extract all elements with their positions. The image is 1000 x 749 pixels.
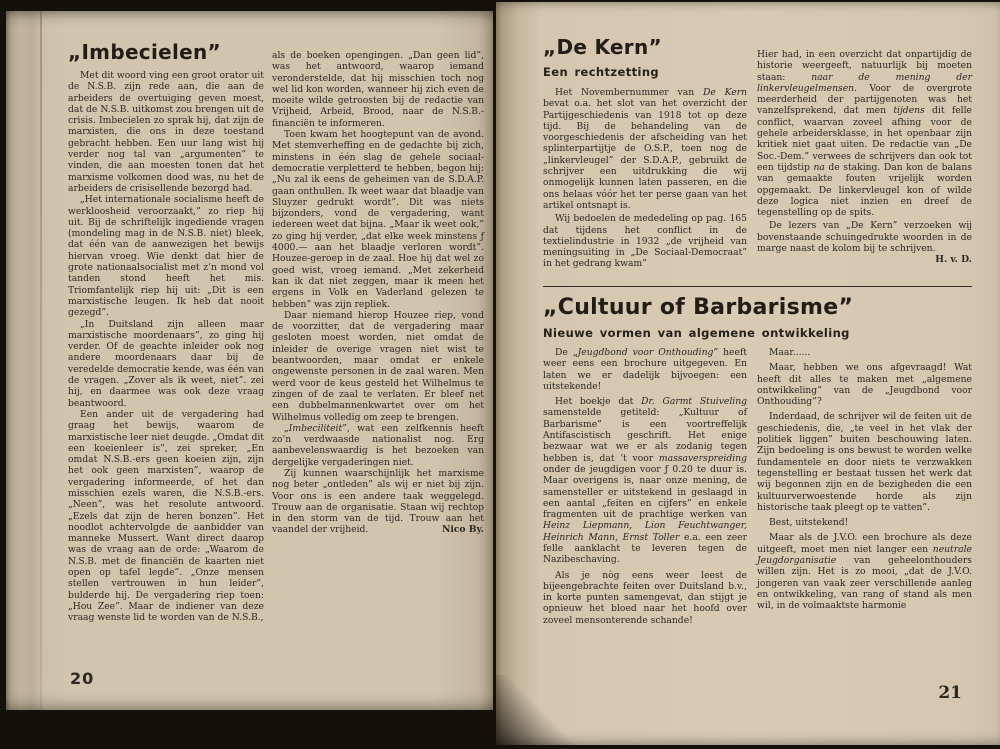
paragraph: Daar niemand hierop Houzee riep, vond de voorzitter, dat de vergadering maar gesloten moest worden, niet omdat de inleider de overige vragen niet wist te beantwoorden, maar omdat er enkele ongewenste personen in de zaal waren. Men werd voor de keus gesteld het Wilhelmus te zingen of de zaal te verlaten. Er bleef net een dubbelmannenkwartet over om het Wilhelmus volledig om zeep te brengen.: [272, 309, 484, 423]
paragraph: als de boeken opengingen. „Dan geen lid”, was het antwoord, waarop iemand veronderstelde, dat hij misschien toch nog wel lid kon worden, wanneer hij zich even de moeite wilde getroosten bij de redactie van Vrijheid, Arbeid, Brood, naar de N.S.B.-financiën te informeren.: [272, 50, 484, 129]
cultuur-article: [543, 296, 972, 630]
right-page: [496, 2, 1000, 745]
de-kern-column-2: [757, 36, 972, 272]
de-kern-subtitle: Een rechtzetting: [543, 65, 660, 79]
cultuur-columns: [543, 347, 972, 630]
page-number-left: 20: [70, 669, 95, 688]
paragraph: Toen kwam het hoogtepunt van de avond. Met stemverheffing en de gedachte bij zich, minstens in één slag de gehele sociaal-democratie verpletterd te hebben, begon hij: „Nu zal ik eens de geheimen van de S.D.A.P. gaan onthullen. Ik weet waar dat blaadje van Sluyzer gedrukt wordt”. Dit was niets bijzonders, vond de vergadering, want iedereen weet dat bijna. „Maar ik weet ook,” zo ging hij verder, „dat elke week minstens ƒ 4000.— aan het blaadje verloren wordt”. Houzee-geroep in de zaal. Hoe hij dat wel zo goed wist, vroeg iemand. „Met zekerheid kan ik dat niet zeggen, maar ik meen het ergens in Volk en Vaderland gelezen te hebben” was zijn repliek.: [272, 129, 484, 310]
paragraph: Hier had, in een overzicht dat onpartijdig de historie weergeeft, natuurlijk bij moeten staan: naar de mening der linkervleugelmensen. Voor de overgrote meerderheid der partijgenoten was het vanzelfsprekend, dat men tijdens dit felle conflict, waarvan zoveel afhing voor de gehele arbeidersklasse, in het openbaar zijn kritiek niet gaat uiten. De redactie van „De Soc.-Dem.” verwees de schrijvers dan ook tot een tijdstip na de staking. Dan kon de balans van gemaakte fouten vrijelijk worden opgemaakt. De linkervleugel kon of wilde deze logica niet inzien en dreef de tegenstelling op de spits.: [757, 49, 973, 219]
paragraph: Maar......: [769, 346, 811, 358]
paragraph: De „Jeugdbond voor Onthouding” heeft weer eens een brochure uitgegeven. En laten we er dadelijk bijvoegen: een uitstekende!: [543, 346, 747, 392]
cultuur-column-1: [543, 347, 747, 630]
cultuur-column-2: [757, 347, 972, 630]
paragraph: Wij bedoelen de mededeling op pag. 165 dat tijdens het conflict in de textielindustrie in 1932 „de vrijheid van meningsuiting in „De Sociaal-Democraat” in het gedrang kwam”: [543, 213, 747, 270]
section-divider: [543, 286, 972, 287]
de-kern-article: [543, 36, 972, 272]
paragraph: Als je nòg eens weer leest de bijeengebrachte feiten over Duitsland b.v., in korte punten samengevat, dan stijgt je opnieuw het bloed naar het hoofd over zoveel mensonterende schande!: [543, 569, 747, 626]
paragraph: De lezers van „De Kern” verzoeken wij bovenstaande schuingedrukte woorden in de marge naast de kolom bij te schrijven. H. v. D.: [757, 220, 972, 266]
paragraph: Het boekje dat Dr. Garmt Stuiveling samenstelde getiteld: „Kultuur of Barbarisme” is een voortreffelijk Antifascistisch geschrift. Het enige bezwaar wat we er als zodanig tegen hebben is, dat ’t voor massaverspreiding onder de jeugdigen voor ƒ 0.20 te duur is. Maar overigens is, naar onze mening, de samensteller er uitstekend in geslaagd in een aantal „feiten en cijfers” en enkele fragmenten uit de prachtige werken van Heinz Liepmann, Lion Feuchtwanger, Heinrich Mann, Ernst Toller e.a. een zeer felle aanklacht te leveren tegen de Nazibeschaving.: [543, 396, 748, 566]
paragraph: „Imbeciliteit”, wat een zelfkennis heeft zo’n verdwaasde nationalist nog. Erg aanbevelenswaardig is het bezoeken van dergelijke vergaderingen niet.: [272, 422, 484, 468]
imbecielen-column-1-text: [68, 70, 264, 624]
imbecielen-column-1: [68, 41, 264, 624]
cultuur-subtitle: Nieuwe vormen van algemene ontwikkeling: [543, 325, 850, 340]
paragraph: Een ander uit de vergadering had graag het bewijs, waarom de marxistische leer niet deugde. „Omdat dit een koeienleer is”, zei spreker, „En omdat N.S.B.-ers geen koeien zijn, zijn het ook geen marxisten”, waarop de vergadering informeerde, of het dan misschien ezels waren, die N.S.B.-ers. „Neen”, was het resolute antwoord. „Ezels dat zijn de heren bonzen”. Het noodlot achtervolgde de aanbidder van manneke Mussert. Want direct daarop was de vraag aan de orde: „Waarom de N.S.B. met de financiën de kaarten niet open op tafel legde”. „Onze mensen stellen vertrouwen in hun leider”, bulderde hij. De vergadering riep toen: „Hou Zee”. Maar de indiener van deze vraag wenste lid te worden van de N.S.B.,: [68, 408, 264, 624]
cultuur-headline: „Cultuur of Barbarisme”: [543, 294, 854, 320]
paragraph: Zij kunnen waarschijnlijk het marxisme nog beter „ontleden” als wij er niet bij zijn. Voor ons is een andere taak weggelegd. Trouw aan de organisatie. Staan wij rechtop in den storm van de tijd. Trouw aan het vaandel der vrijheid. Nico By.: [272, 467, 484, 536]
left-page: [6, 11, 493, 710]
cultuur-column-1-text: [543, 347, 747, 626]
de-kern-headline: „De Kern”: [543, 35, 662, 59]
paragraph: Inderdaad, de schrijver wil de feiten uit de geschiedenis, die, „te veel in het vlak der politiek liggen” buiten beschouwing laten. Zijn bedoeling is ons bewust te worden welke fundamentele en door niets te verzwakken tegenstelling er bestaat tussen het werk dat wij begonnen zijn en de bezigheden die een kultuurverwoestende horde als zijn historische taak pleegt op te vatten”.: [757, 411, 972, 513]
paragraph: Het Novembernummer van De Kern bevat o.a. het slot van het overzicht der Partijgeschiedenis van 1918 tot op deze tijd. Bij de behandeling van de voorgeschiedenis der afscheiding van het splinterpartijtje de O.S.P., toen nog de „linkervleugel” der S.D.A.P., gebruikt de schrijver een uitdrukking die wij onmogelijk kunnen laten passeren, en die ons helaas vóór het ter perse gaan van het artikel ontsnapt is.: [543, 87, 747, 211]
de-kern-column-2-text: [757, 49, 973, 266]
imbecielen-article: [68, 41, 484, 624]
paragraph: „In Duitsland zijn alleen maar marxistische moordenaars”, zo ging hij verder. Of de geachte inleider ook nog andere moordenaars daar bij de veredelde democratie kende, was één van de vragen. „Zover als ik weet, niet”. zei hij, en daarmee was ook deze vraag beantwoord.: [68, 318, 264, 409]
imbecielen-column-2: [272, 41, 484, 624]
de-kern-column-1: [543, 36, 747, 272]
paragraph: Best, uitstekend!: [769, 517, 849, 529]
imbecielen-headline: „Imbecielen”: [68, 40, 221, 64]
imbecielen-column-2-text: [272, 50, 484, 536]
paragraph: Met dit woord ving een groot orator uit de N.S.B. zijn rede aan, die aan de arbeiders de overtuiging geven moest, dat de N.S.B. uitkomst zou brengen uit de crisis. Imbecielen zo sprak hij, dat zijn de marxisten, die ons in deze toestand gebracht hebben. Een uur lang wist hij verder nog tal van „argumenten” te vinden, die aan moesten tonen dat het marxisme volkomen dood was, nu het de arbeiders de crisisellende bezorgd had.: [68, 70, 265, 194]
paragraph: Maar, hebben we ons afgevraagd! Wat heeft dit alles te maken met „algemene ontwikkeling” van de „Jeugdbond voor Onthouding”?: [757, 362, 972, 408]
cultuur-column-2-text: [757, 347, 972, 612]
page-number-right: 21: [938, 683, 962, 703]
paragraph: Maar als de J.V.O. een brochure als deze uitgeeft, moet men niet langer een neutrale Jeugdorganisatie van geheelonthouders willen zijn. Het is zo mooi, „dat de J.V.O. jongeren van vaak zeer verschillende aanleg en ontwikkeling, van rang of stand als men wil, in de volmaaktste harmonie: [757, 532, 972, 612]
de-kern-column-1-text: [543, 87, 747, 270]
right-page-content: [543, 36, 972, 630]
paragraph: „Het internationale socialisme heeft de werkloosheid veroorzaakt,” zo riep hij uit. Bij de schriftelijk ingediende vragen (mondeling mag in de N.S.B. niet) bleek, dat één van de aanwezigen het bewijs hiervan vroeg. Wie denkt dat hier de grote nationaalsocialist met z’n mond vol tanden stond heeft het mis. Triomfantelijk riep hij uit: „Dit is een marxistische leugen. Ik heb dat nooit gezegd”.: [68, 194, 264, 319]
